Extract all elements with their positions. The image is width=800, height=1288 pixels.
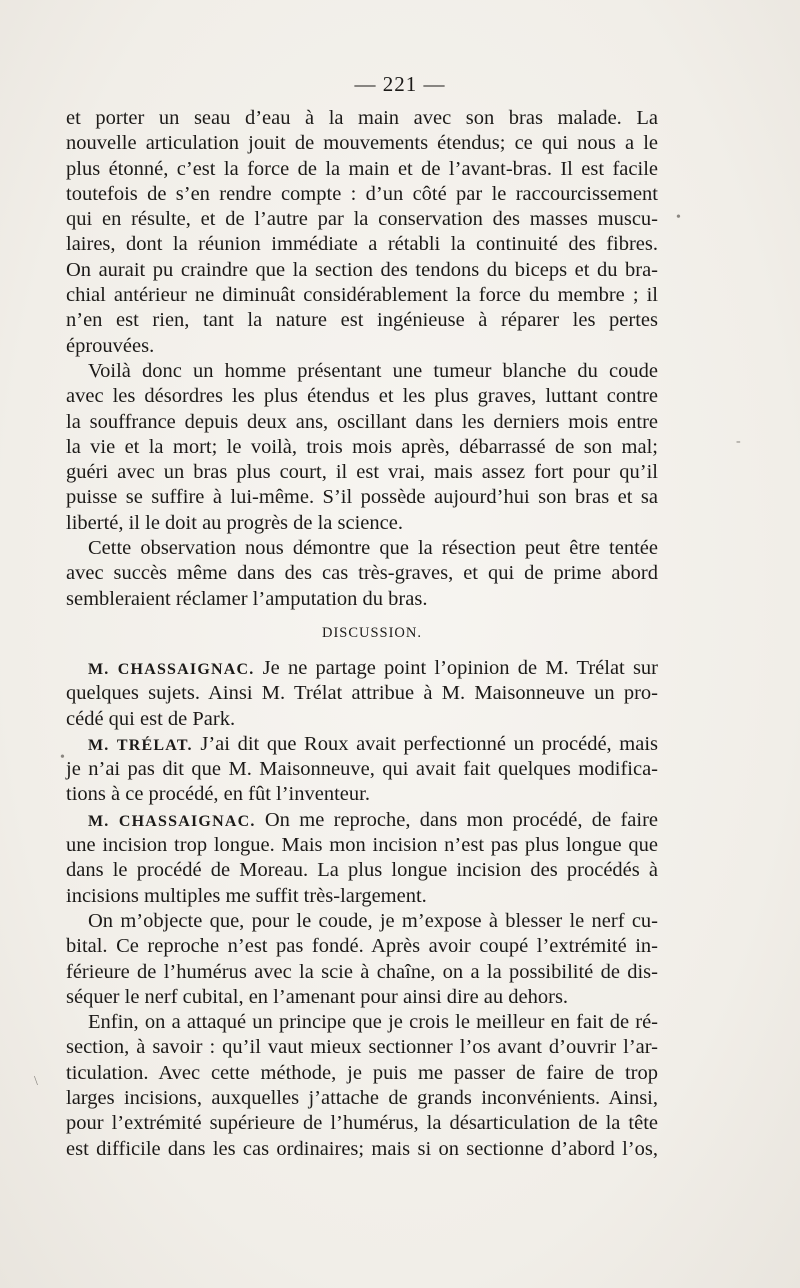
text-line: séquer le nerf cubital, en l’amenant pour ainsi dire au dehors. bbox=[66, 985, 569, 1008]
scan-speck: • bbox=[60, 750, 65, 765]
text-line: On aurait pu craindre que la section des tendons du biceps et du bra- bbox=[66, 258, 658, 281]
text-line: tions à ce procédé, en fût l’inventeur. bbox=[66, 783, 370, 806]
text-line: éprouvées. bbox=[66, 334, 155, 357]
text-line: et porter un seau d’eau à la main avec son bras malade. La bbox=[66, 107, 658, 129]
text-line: sembleraient réclamer l’amputation du bras. bbox=[66, 587, 428, 610]
text-line: dans le procédé de Moreau. La plus longue incision des procédés à bbox=[66, 859, 658, 882]
speech-text: Je ne partage point l’opinion de M. Trélat sur bbox=[262, 656, 659, 679]
text-line: une incision trop longue. Mais mon incision n’est pas plus longue que bbox=[66, 834, 658, 857]
page-number: — 221 — bbox=[354, 72, 446, 96]
speaker-name: M. TRÉLAT. bbox=[88, 736, 193, 754]
paragraph-3 bbox=[66, 536, 658, 612]
text-line: section, à savoir : qu’il vaut mieux sectionner l’os avant d’ouvrir l’ar- bbox=[66, 1036, 658, 1059]
discussion-paragraph-4 bbox=[66, 909, 658, 1010]
text-line: Voilà donc un homme présentant une tumeur blanche du coude bbox=[88, 359, 658, 382]
speech-text: J’ai dit que Roux avait perfectionné un procédé, mais bbox=[200, 732, 659, 755]
text-line bbox=[66, 656, 658, 681]
text-line: pour l’extrémité supérieure de l’humérus, la désarticulation de la tête bbox=[66, 1112, 658, 1135]
scan-speck: \ bbox=[34, 1074, 38, 1089]
text-line: férieure de l’humérus avec la scie à chaîne, on a la possibilité de dis- bbox=[66, 960, 658, 983]
scan-speck: - bbox=[736, 434, 741, 449]
scan-speck: • bbox=[676, 210, 681, 225]
text-line bbox=[66, 808, 658, 833]
text-line: quelques sujets. Ainsi M. Trélat attribue à M. Maisonneuve un pro- bbox=[66, 682, 658, 705]
text-line: liberté, il le doit au progrès de la science. bbox=[66, 511, 403, 534]
speaker-name: M. CHASSAIGNAC. bbox=[88, 812, 256, 830]
speaker-name: M. CHASSAIGNAC. bbox=[88, 660, 255, 678]
text-line: toutefois de s’en rendre compte : d’un côté par le raccourcissement bbox=[66, 182, 658, 205]
text-line: bital. Ce reproche n’est pas fondé. Après avoir coupé l’extrémité in- bbox=[66, 935, 658, 958]
text-line: je n’ai pas dit que M. Maisonneuve, qui avait fait quelques modifica- bbox=[66, 758, 658, 781]
text-line: Cette observation nous démontre que la résection peut être tentée bbox=[88, 537, 658, 560]
text-line: qui en résulte, et de l’autre par la conservation des masses muscu- bbox=[66, 208, 658, 231]
speech-text: On me reproche, dans mon procédé, de faire bbox=[264, 808, 658, 831]
text-line: ticulation. Avec cette méthode, je puis me passer de faire de trop bbox=[66, 1061, 658, 1084]
text-line: incisions multiples me suffit très-largement. bbox=[66, 884, 427, 907]
discussion-entry-2 bbox=[66, 732, 658, 808]
body-text bbox=[66, 106, 658, 1162]
text-line: On m’objecte que, pour le coude, je m’expose à blesser le nerf cu- bbox=[88, 909, 658, 932]
discussion-entry-1 bbox=[66, 656, 658, 732]
text-line: laires, dont la réunion immédiate a rétabli la continuité des fibres. bbox=[66, 233, 658, 256]
paragraph-2 bbox=[66, 359, 658, 536]
text-line: Enfin, on a attaqué un principe que je crois le meilleur en fait de ré- bbox=[88, 1011, 658, 1034]
text-line: avec les désordres les plus étendus et les plus graves, luttant contre bbox=[66, 385, 658, 408]
text-line: la souffrance depuis deux ans, oscillant dans les derniers mois entre bbox=[66, 410, 658, 433]
text-line: n’en est rien, tant la nature est ingénieuse à réparer les pertes bbox=[66, 309, 658, 332]
text-line: guéri avec un bras plus court, il est vrai, mais assez fort pour qu’il bbox=[66, 461, 658, 484]
paragraph-1 bbox=[66, 106, 658, 359]
text-line: larges incisions, auxquelles j’attache de grands inconvénients. Ainsi, bbox=[66, 1086, 658, 1109]
text-line: cédé qui est de Park. bbox=[66, 707, 236, 730]
text-line: puisse se suffire à lui-même. S’il possède aujourd’hui son bras et sa bbox=[66, 486, 658, 509]
text-line: nouvelle articulation jouit de mouvements étendus; ce qui nous a le bbox=[66, 132, 658, 155]
text-line bbox=[66, 732, 658, 757]
discussion-paragraph-5 bbox=[66, 1010, 658, 1162]
discussion-entry-3 bbox=[66, 808, 658, 909]
text-line: plus étonné, c’est la force de la main et de l’avant-bras. Il est facile bbox=[66, 157, 658, 180]
text-line: avec succès même dans des cas très-graves, et qui de prime abord bbox=[66, 562, 658, 585]
text-line: la vie et la mort; le voilà, trois mois après, débarrassé de son mal; bbox=[66, 435, 658, 458]
text-line: chial antérieur ne diminuât considérablement la force du membre ; il bbox=[66, 284, 658, 307]
discussion-heading: DISCUSSION. bbox=[321, 624, 423, 641]
text-line: est difficile dans les cas ordinaires; mais si on sectionne d’abord l’os, bbox=[66, 1137, 658, 1160]
